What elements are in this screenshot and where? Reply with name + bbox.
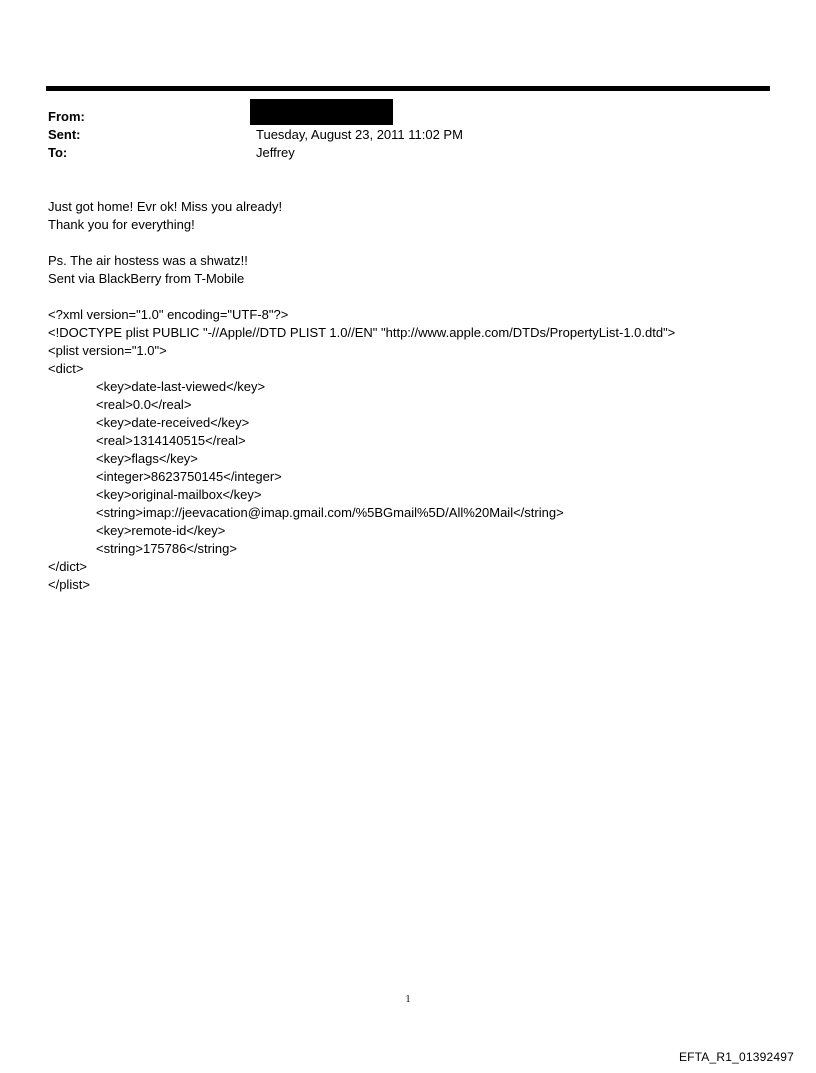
plist-entry: <key>date-last-viewed</key>	[96, 379, 266, 394]
plist-doctype: <!DOCTYPE plist PUBLIC "-//Apple//DTD PLIST 1.0//EN" "http://www.apple.com/DTDs/PropertyList-1.0.dtd">	[48, 325, 676, 340]
plist-entry: <key>original-mailbox</key>	[96, 487, 262, 502]
sent-row	[48, 126, 768, 144]
from-row	[48, 108, 768, 126]
redaction-box	[250, 99, 393, 125]
plist-entry: <key>date-received</key>	[96, 415, 250, 430]
header-divider	[46, 86, 770, 91]
plist-entry: <real>1314140515</real>	[96, 433, 246, 448]
to-label: To:	[48, 145, 68, 160]
plist-entry: <key>flags</key>	[96, 451, 198, 466]
plist-entry: <integer>8623750145</integer>	[96, 469, 282, 484]
plist-open-tag: <plist version="1.0">	[48, 343, 167, 358]
plist-xml-declaration: <?xml version="1.0" encoding="UTF-8"?>	[48, 307, 289, 322]
spacer	[48, 234, 768, 252]
plist-entry: <string>imap://jeevacation@imap.gmail.com/%5BGmail%5D/All%20Mail</string>	[96, 505, 564, 520]
email-header	[48, 108, 768, 162]
plist-entry: <real>0.0</real>	[96, 397, 192, 412]
sent-value: Tuesday, August 23, 2011 11:02 PM	[256, 127, 463, 142]
plist-close-tag: </plist>	[48, 577, 90, 592]
to-value: Jeffrey	[256, 145, 295, 160]
from-label: From:	[48, 109, 85, 124]
email-body	[48, 198, 768, 594]
sent-label: Sent:	[48, 127, 81, 142]
message-line: Just got home! Evr ok! Miss you already!	[48, 199, 283, 214]
message-line: Sent via BlackBerry from T-Mobile	[48, 271, 245, 286]
message-line: Ps. The air hostess was a shwatz!!	[48, 253, 248, 268]
to-row	[48, 144, 768, 162]
dict-open-tag: <dict>	[48, 361, 84, 376]
page-number: 1	[405, 994, 411, 1005]
spacer	[48, 288, 768, 306]
plist-entry: <key>remote-id</key>	[96, 523, 226, 538]
plist-entry: <string>175786</string>	[96, 541, 237, 556]
dict-close-tag: </dict>	[48, 559, 88, 574]
message-line: Thank you for everything!	[48, 217, 195, 232]
bates-number: EFTA_R1_01392497	[678, 1050, 794, 1064]
